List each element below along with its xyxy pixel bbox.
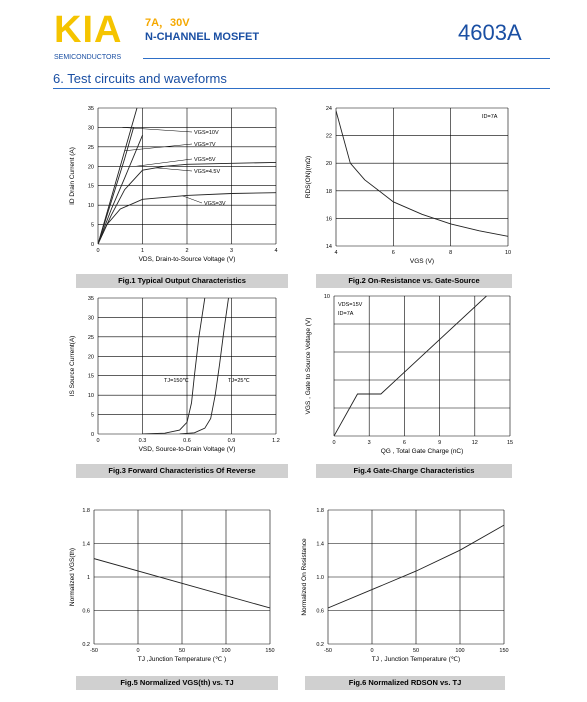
y-tick-label: 5 — [90, 412, 94, 419]
x-tick-label: 100 — [221, 648, 231, 654]
x-tick-label: 0 — [136, 648, 140, 654]
x-tick-label: 15 — [506, 440, 514, 446]
y-axis-label: IS Source Current(A) — [69, 335, 76, 397]
y-tick-label: 25 — [87, 334, 94, 341]
x-tick-label: 6 — [402, 440, 406, 446]
caption-fig6: Fig.6 Normalized RDSON vs. TJ — [305, 676, 505, 690]
series-label: TJ=150℃ — [164, 378, 189, 384]
y-tick-label: 5 — [90, 222, 94, 229]
chart-annotation: ID=7A — [482, 114, 498, 120]
y-tick-label: 0 — [90, 242, 94, 248]
x-axis-label: TJ ,Junction Temperature (℃ ) — [137, 656, 227, 663]
x-tick-label: 0 — [96, 248, 100, 254]
x-tick-label: 150 — [265, 648, 275, 654]
series-label-leader — [136, 159, 192, 166]
y-tick-label: 16 — [325, 216, 332, 223]
x-tick-label: 50 — [412, 648, 420, 654]
x-axis-label: VSD, Source-to-Drain Voltage (V) — [138, 446, 236, 453]
y-tick-label: 1.8 — [82, 508, 90, 514]
series-label-leader — [183, 196, 202, 203]
series-label-leader — [125, 144, 192, 151]
y-axis-label: Normalized On Resistance — [301, 538, 308, 616]
x-tick-label: 2 — [185, 248, 189, 254]
series-label-leader — [156, 168, 192, 171]
y-tick-label: 15 — [87, 183, 94, 190]
x-tick-label: 0.3 — [138, 438, 147, 444]
series-line — [143, 298, 205, 434]
y-tick-label: 24 — [325, 106, 332, 112]
spec-channel-type: N-CHANNEL MOSFET — [145, 31, 260, 43]
x-tick-label: 0 — [370, 648, 374, 654]
x-tick-label: 50 — [178, 648, 186, 654]
caption-fig3: Fig.3 Forward Characteristics Of Reverse — [76, 464, 288, 478]
series-label: VGS=7V — [194, 142, 216, 148]
y-tick-label: 0.2 — [316, 642, 324, 648]
x-tick-label: 0.9 — [227, 438, 236, 444]
series-label: TJ=25℃ — [228, 378, 250, 384]
y-tick-label: 35 — [87, 296, 94, 302]
series-line — [334, 296, 487, 436]
y-tick-label: 10 — [323, 294, 330, 300]
y-tick-label: 1.0 — [316, 575, 324, 581]
x-tick-label: 100 — [455, 648, 465, 654]
series-label: VGS=5V — [194, 157, 216, 163]
x-axis-label: TJ , Junction Temperature (℃) — [371, 656, 461, 663]
section-title: 6. Test circuits and waveforms — [53, 71, 227, 86]
y-axis-label: RDS(ON)(mΩ) — [305, 155, 312, 199]
caption-fig1: Fig.1 Typical Output Characteristics — [76, 274, 288, 288]
x-axis-label: QG , Total Gate Charge (nC) — [380, 448, 464, 455]
y-axis-label: ID Drain Current (A) — [69, 147, 76, 205]
x-tick-label: 10 — [504, 250, 512, 256]
y-tick-label: 0.2 — [82, 642, 90, 648]
header-divider — [143, 58, 550, 59]
chart-fig2 — [300, 100, 526, 270]
y-tick-label: 10 — [87, 393, 94, 400]
y-tick-label: 22 — [325, 133, 332, 140]
y-tick-label: 1.8 — [316, 508, 324, 514]
x-tick-label: 4 — [274, 248, 278, 254]
chart-fig1 — [64, 100, 290, 270]
x-tick-label: 3 — [229, 248, 234, 254]
y-tick-label: 18 — [325, 188, 332, 195]
y-tick-label: 35 — [87, 106, 94, 112]
chart-annotation: ID=7A — [338, 311, 354, 317]
y-axis-label: VGS , Gate to Source Voltage (V) — [305, 317, 312, 415]
y-tick-label: 20 — [325, 161, 332, 168]
y-tick-label: 1 — [86, 575, 90, 581]
x-tick-label: 8 — [449, 250, 453, 256]
y-tick-label: 14 — [325, 244, 332, 250]
y-tick-label: 0.6 — [316, 608, 324, 615]
y-axis-label: Normalized VGS(th) — [69, 547, 76, 607]
caption-fig5: Fig.5 Normalized VGS(th) vs. TJ — [76, 676, 278, 690]
y-tick-label: 10 — [87, 203, 94, 210]
x-tick-label: 1 — [140, 248, 145, 254]
x-tick-label: 1.2 — [272, 438, 280, 444]
x-axis-label: VGS (V) — [409, 258, 435, 265]
x-tick-label: 150 — [499, 648, 509, 654]
series-line — [98, 135, 143, 244]
y-tick-label: 1.4 — [316, 541, 324, 548]
x-tick-label: 6 — [391, 250, 395, 256]
y-tick-label: 20 — [87, 164, 94, 171]
x-tick-label: 0 — [332, 440, 336, 446]
y-tick-label: 0.6 — [82, 608, 90, 615]
x-tick-label: 0 — [96, 438, 100, 444]
chart-fig3 — [64, 290, 290, 462]
y-tick-label: 25 — [87, 144, 94, 151]
y-tick-label: 15 — [87, 373, 94, 380]
series-line — [336, 111, 508, 237]
caption-fig4: Fig.4 Gate-Charge Characteristics — [316, 464, 512, 478]
series-label: VGS=3V — [204, 201, 226, 207]
chart-fig6 — [296, 500, 526, 670]
series-line — [98, 104, 138, 244]
y-tick-label: 1.4 — [82, 541, 90, 548]
y-tick-label: 0 — [90, 432, 94, 438]
y-tick-label: 20 — [87, 354, 94, 361]
series-label: VGS=4.5V — [194, 169, 221, 175]
y-tick-label: 30 — [87, 125, 94, 132]
caption-fig2: Fig.2 On-Resistance vs. Gate-Source — [316, 274, 512, 288]
x-tick-label: 3 — [367, 440, 371, 446]
x-axis-label: VDS, Drain-to-Source Voltage (V) — [138, 256, 236, 263]
chart-annotation: VDS=15V — [338, 302, 363, 308]
section-divider — [53, 88, 550, 89]
x-tick-label: -50 — [324, 648, 332, 654]
x-tick-label: -50 — [90, 648, 98, 654]
y-tick-label: 30 — [87, 315, 94, 322]
part-number: 4603A — [458, 20, 522, 45]
x-tick-label: 4 — [334, 250, 338, 256]
x-tick-label: 9 — [438, 440, 442, 446]
spec-voltage-current: 7A，30V — [145, 17, 190, 29]
x-tick-label: 0.6 — [183, 438, 191, 444]
chart-fig5 — [64, 500, 290, 670]
chart-fig4 — [300, 290, 526, 462]
x-tick-label: 12 — [471, 440, 478, 446]
company-logo: KIA — [54, 9, 123, 51]
series-label: VGS=10V — [194, 130, 219, 136]
logo-subtitle: SEMICONDUCTORS — [54, 54, 122, 61]
